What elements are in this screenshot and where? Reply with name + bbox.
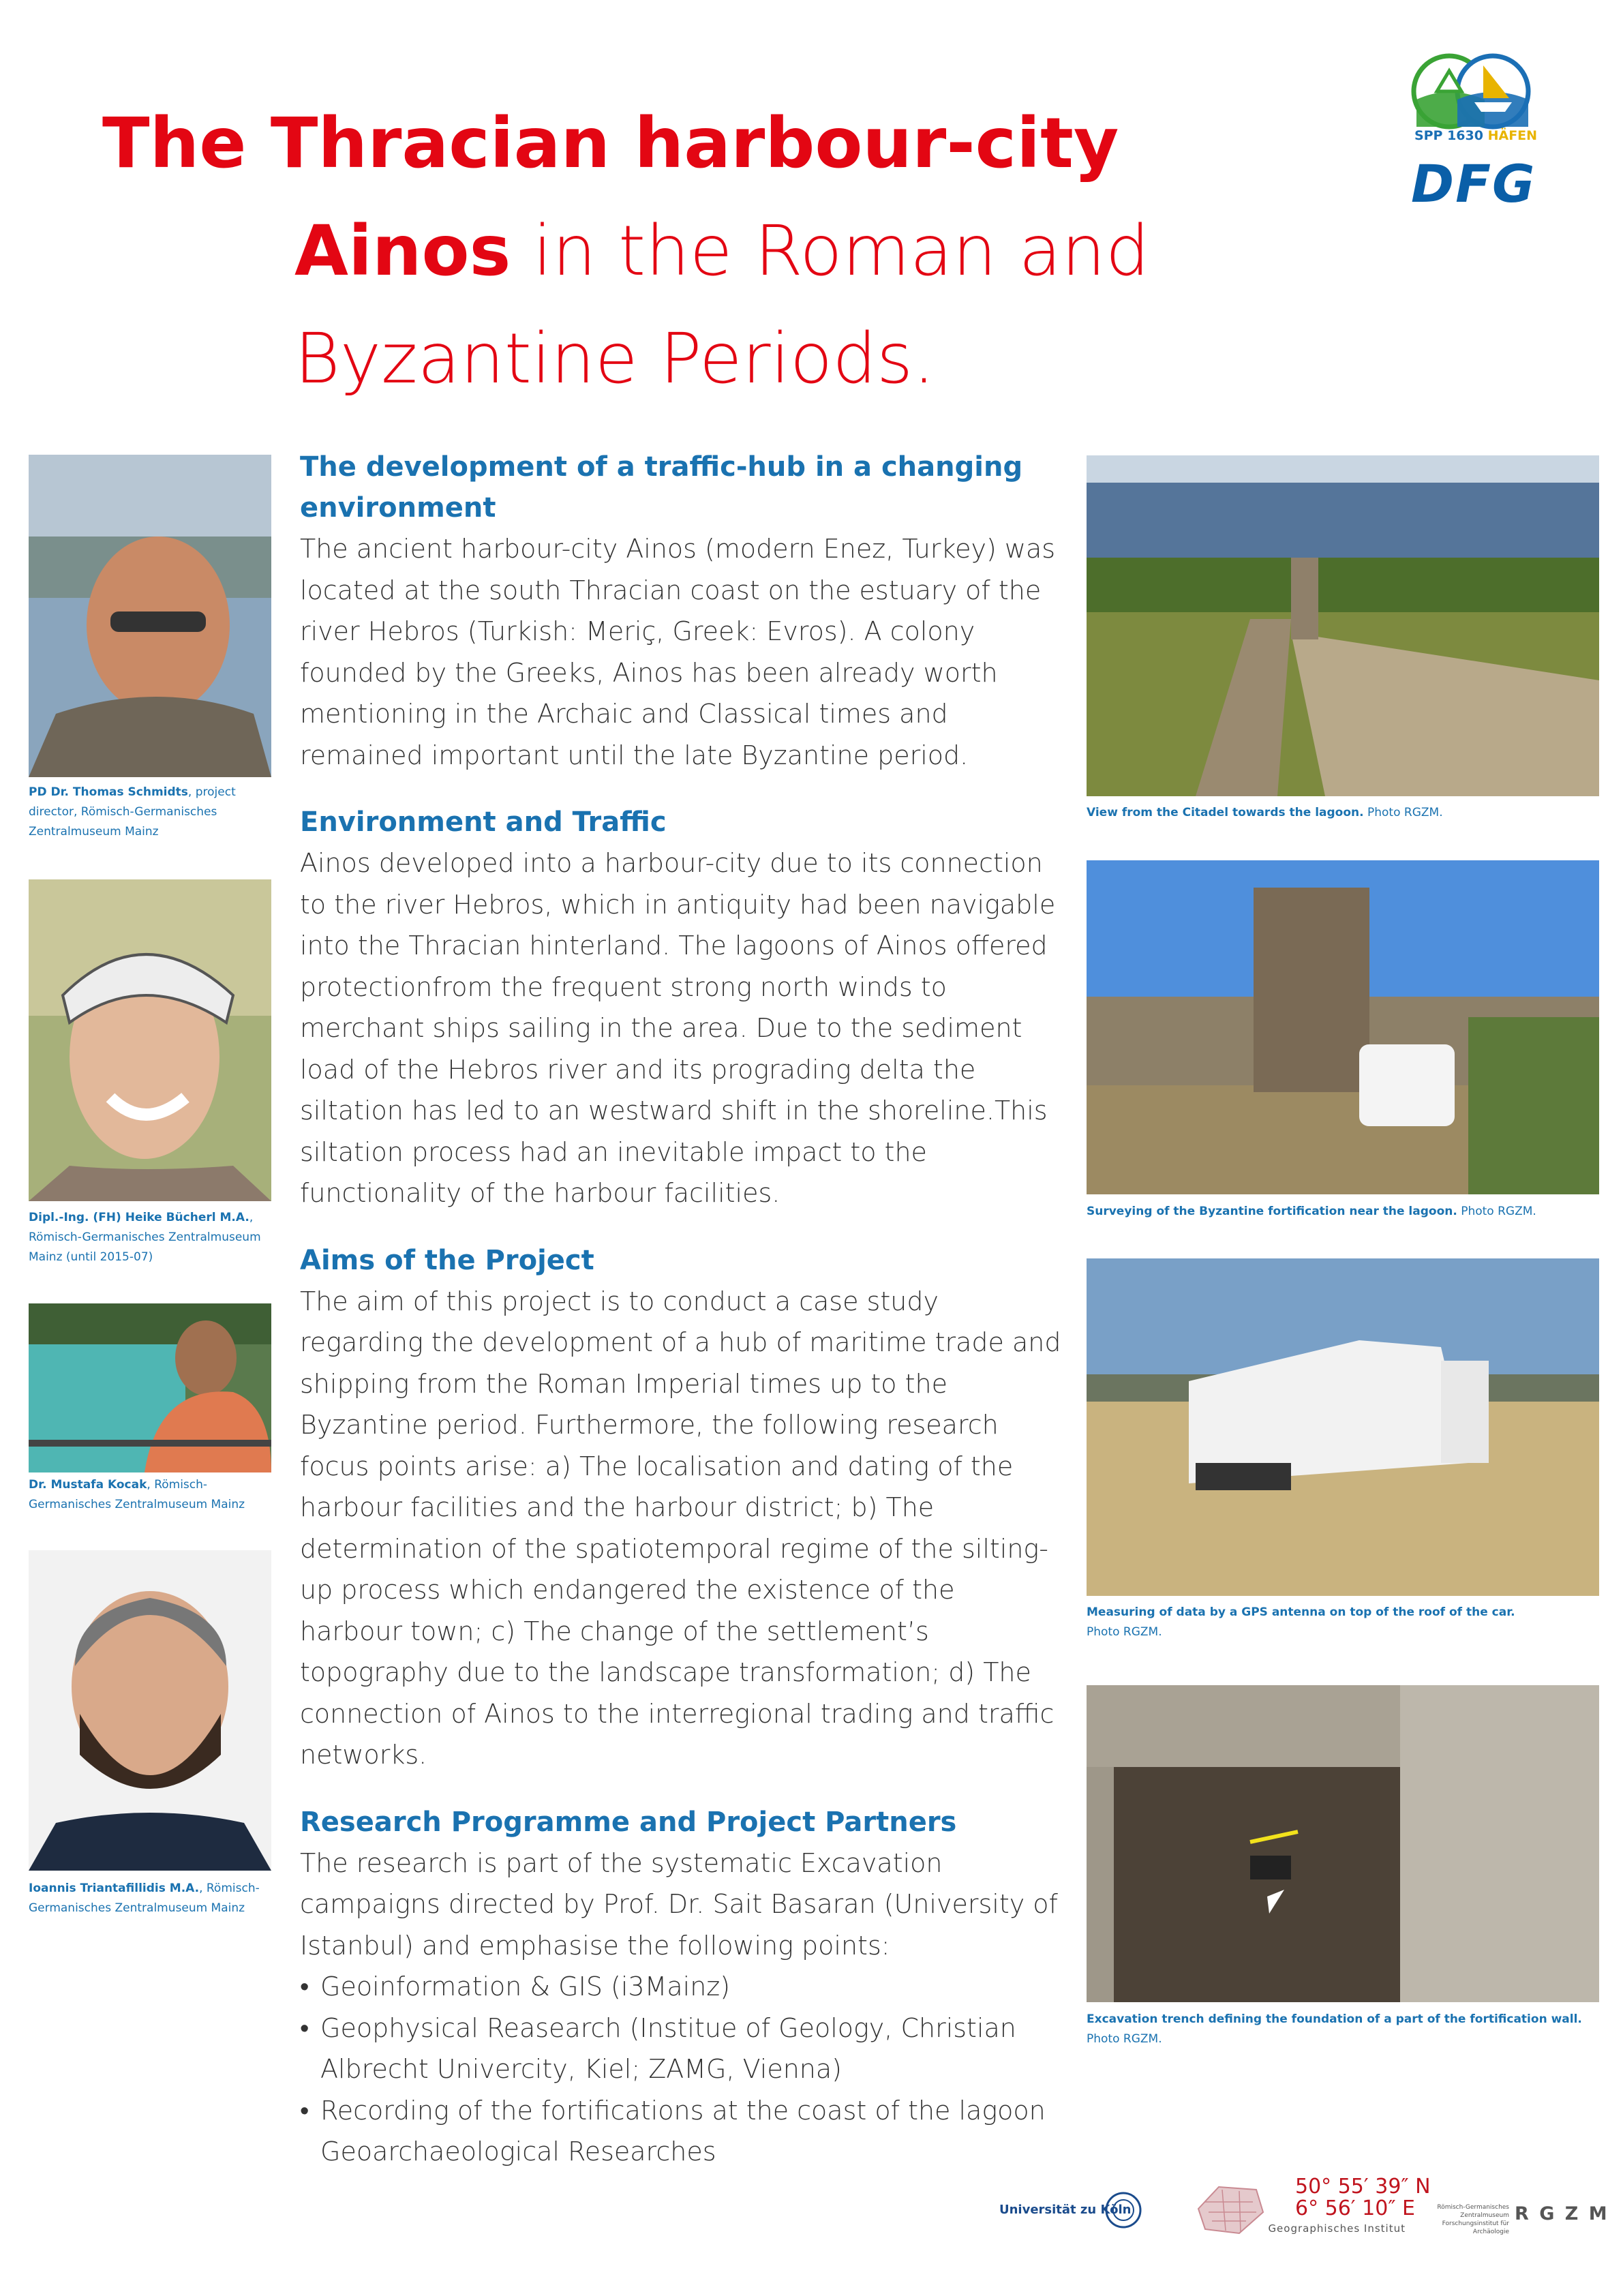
- photo-caption-1: View from the Citadel towards the lagoon. Photo RGZM.: [1087, 806, 1443, 819]
- photo-gps-measuring: [1087, 1258, 1599, 1596]
- rgzm-institute-text: Römisch-Germanisches Zentralmuseum Forschungsinstitut für Archäologie: [1437, 2204, 1509, 2235]
- list-item: • Geoinformation & GIS (i3Mainz): [300, 1966, 1063, 2008]
- title-line2-rest: in the Roman and: [511, 211, 1150, 292]
- section-heading: Environment and Traffic: [300, 806, 667, 838]
- bullet-icon: •: [300, 2012, 309, 2043]
- section-body: The aim of this project is to conduct a case study regarding the development of a hub of maritime trade and shipping from the Roman Imperial times up to the Byzantine period. Furthermore, the following research focus points arise: a) The localisation and dating of the harbour facilities and the harbour district; b) The determination of the spatiotemporal regime of the silting-up process which endangered the existence of the harbour town; c) The change of the settlement’s topography due to the landscape transformation; d) The connection of Ainos to the interregional trading and traffic networks.: [300, 1286, 1061, 1770]
- section-heading: Research Programme and Project Partners: [300, 1806, 957, 1838]
- partners-list: [300, 1966, 1063, 2173]
- longitude: 6° 56′ 10″ E: [1295, 2196, 1416, 2220]
- section-body: The ancient harbour-city Ainos (modern Enez, Turkey) was located at the south Thracian coast on the estuary of the river Hebros (Turkish: Meriç, Greek: Evros). A colony founded by the Greeks, Ainos has been already worth mentioning in the Archaic and Classical times and remained important until the late Byzantine period.: [300, 534, 1056, 770]
- section-environment: [300, 802, 1063, 1214]
- photo-citadel-lagoon: [1087, 455, 1599, 796]
- portrait-caption-2: Dipl.-Ing. (FH) Heike Bücherl M.A., Römisch-Germanisches Zentralmuseum Mainz (until 2015-07): [29, 1211, 261, 1264]
- university-seal-icon: [1104, 2191, 1142, 2229]
- rgzm-logo: R G Z M: [1515, 2203, 1609, 2224]
- spp-logo-text: SPP 1630 HÄFEN: [1414, 128, 1538, 143]
- title-ainos: Ainos: [294, 211, 511, 292]
- university-cologne-label: Universität zu Köln: [999, 2203, 1132, 2217]
- photo-caption-4: Excavation trench defining the foundation of a part of the fortification wall. Photo RGZM.: [1087, 2012, 1582, 2046]
- portrait-caption-3: Dr. Mustafa Kocak, Römisch-Germanisches Zentralmuseum Mainz: [29, 1478, 245, 1511]
- photo-caption-2: Surveying of the Byzantine fortification near the lagoon. Photo RGZM.: [1087, 1205, 1536, 1218]
- main-text-column: [300, 447, 1063, 2173]
- portrait-caption-1: PD Dr. Thomas Schmidts, project director, Römisch-Germanisches Zentralmuseum Mainz: [29, 785, 236, 839]
- poster-title-line3: Byzantine Periods.: [294, 318, 935, 399]
- section-body: The research is part of the systematic Excavation campaigns directed by Prof. Dr. Sait Basaran (University of Istanbul) and emphasise the following points:: [300, 1847, 1058, 1961]
- poster-title-line1: The Thracian harbour-city: [102, 103, 1119, 184]
- portrait-mustafa-kocak: [29, 1303, 271, 1472]
- bullet-icon: •: [300, 2095, 309, 2126]
- portrait-heike-buecherl: [29, 879, 271, 1201]
- section-aims: [300, 1240, 1063, 1776]
- bullet-icon: •: [300, 1972, 309, 2002]
- list-item: • Recording of the fortifications at the coast of the lagoon Geoarchaeological Researches: [300, 2090, 1063, 2173]
- dfg-logo: DFG: [1411, 153, 1536, 214]
- list-item: • Geophysical Reasearch (Institue of Geology, Christian Albrecht Univercity, Kiel; ZAMG, Vienna): [300, 2008, 1063, 2090]
- portrait-ioannis-triantafillidis: [29, 1550, 271, 1871]
- photo-byzantine-fortification: [1087, 860, 1599, 1194]
- latitude: 50° 55′ 39″ N: [1295, 2175, 1431, 2199]
- section-heading: The development of a traffic-hub in a changing environment: [300, 451, 1023, 524]
- geo-coordinates: [1295, 2175, 1431, 2220]
- section-development: [300, 447, 1063, 776]
- section-body: Ainos developed into a harbour-city due to its connection to the river Hebros, which in antiquity had been navigable into the Thracian hinterland. The lagoons of Ainos offered protectionfrom the frequent strong north winds to merchant ships sailing in the area. Due to the sediment load of the Hebros river and its prograding delta the siltation has led to an westward shift in the shoreline.This siltation process had an inevitable impact to the functionality of the harbour facilities.: [300, 848, 1056, 1208]
- photo-excavation-trench: [1087, 1685, 1599, 2002]
- portrait-thomas-schmidts: [29, 455, 271, 777]
- section-research-programme: [300, 1802, 1063, 2173]
- poster-title-line2: [294, 211, 1150, 292]
- geographisches-institut-label: Geographisches Institut: [1268, 2222, 1406, 2235]
- portrait-caption-4: Ioannis Triantafillidis M.A., Römisch-Germanisches Zentralmuseum Mainz: [29, 1882, 260, 1915]
- section-heading: Aims of the Project: [300, 1244, 594, 1276]
- photo-caption-3: Measuring of data by a GPS antenna on top of the roof of the car. Photo RGZM.: [1087, 1605, 1515, 1639]
